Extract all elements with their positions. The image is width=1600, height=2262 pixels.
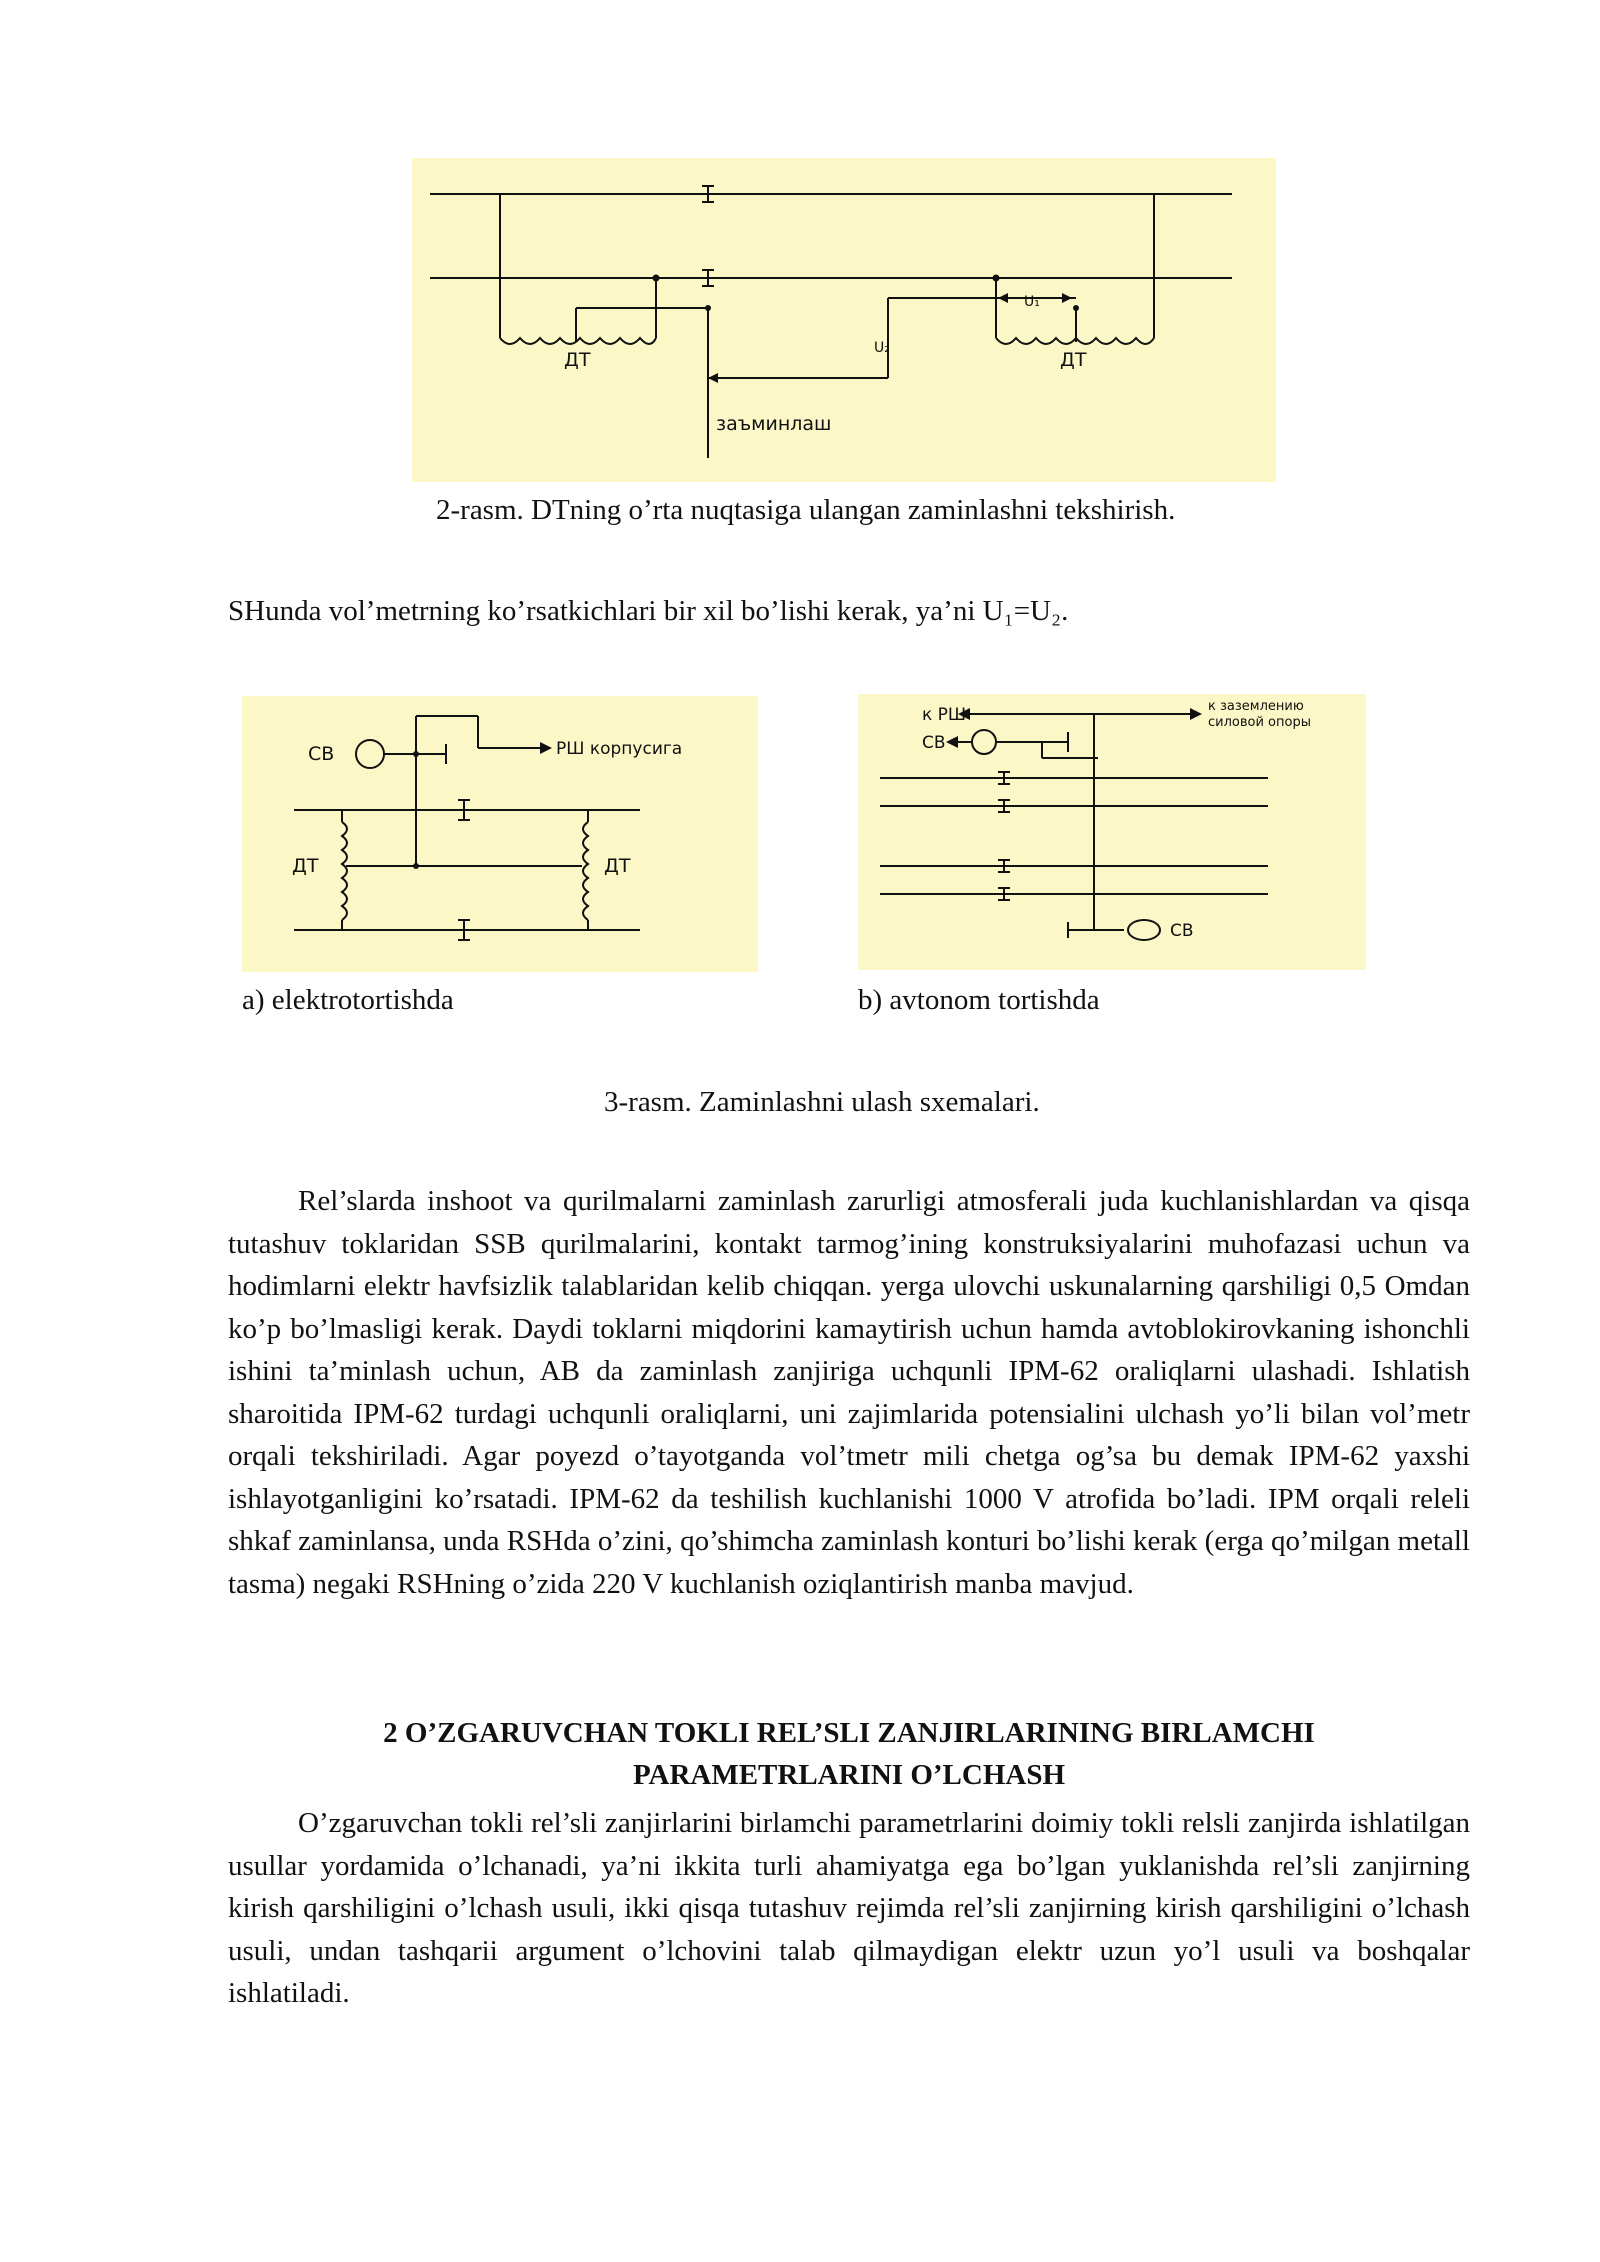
figure-3b-caption: b) avtonom tortishda <box>858 984 1100 1016</box>
fig3b-krsh-label: к РШ <box>922 705 967 725</box>
figure-3a-diagram <box>242 696 758 972</box>
body-paragraph-section: O’zgaruvchan tokli rel’sli zanjirlarini birlamchi parametrlarini doimiy tokli relsli zanjirda ishlatilgan usullar yordamida o’lchanadi, ya’ni ikkita turli ahamiyatga ega bo’lgan yuklanishda rel’sli zanjirning kirish qarshiligini o’lchash usuli, ikki qisqa tutashuv rejimda rel’sli zanjirning kirish qarshiligini o’lchash usuli, undan tashqarii argument o’lchovini talab qilmaydigan elektr uzun yo’l usuli va boshqalar ishlatiladi. <box>228 1807 1470 2009</box>
fig2-u1-label: U₁ <box>1024 294 1040 310</box>
figure-3a-schematic <box>242 696 758 972</box>
fig2-u2-label: U₂ <box>874 340 890 356</box>
figure-3a-caption: a) elektrotortishda <box>242 984 454 1016</box>
fig2-dt-right-label: ДТ <box>1060 349 1087 371</box>
fig3a-dt-left-label: ДТ <box>292 855 319 877</box>
section-heading-line-1: 2 O’ZGARUVCHAN TOKLI REL’SLI ZANJIRLARINING BIRLAMCHI <box>383 1717 1315 1749</box>
section-heading-line-2: PARAMETRLARINI O’LCHASH <box>632 1759 1066 1791</box>
figure-2-diagram <box>412 158 1276 482</box>
fig3a-cb-label: СВ <box>308 743 335 765</box>
fig3a-rsh-label: РШ корпусига <box>556 739 683 759</box>
figure-2-schematic <box>412 158 1276 482</box>
figure-3b-schematic <box>858 694 1366 970</box>
figure-2-caption: 2-rasm. DTning o’rta nuqtasiga ulangan zaminlashni tekshirish. <box>436 494 1176 526</box>
fig3b-cb-top-label: СВ <box>922 733 946 753</box>
fig3b-ground-note-1: к заземлению <box>1208 699 1304 714</box>
section-heading <box>228 1712 1470 1796</box>
body-paragraph-grounding: Rel’slarda inshoot va qurilmalarni zaminlash zarurligi atmosferali juda kuchlanishlardan va qisqa tutashuv toklaridan SSB qurilmalarini, kontakt tarmog’ining konstruksiyalarini muhofazasi uchun va hodimlarni elektr havfsizlik talablaridan kelib chiqqan. yerga ulovchi uskunalarning qarshiligi 0,5 Omdan ko’p bo’lmasligi kerak. Daydi toklarni miqdorini kamaytirish uchun hamda avtoblokirovkaning ishonchli ishini ta’minlash uchun, AB da zaminlash zanjiriga uchqunli IPM-62 oraliqlarni ulashadi. Ishlatish sharoitida IPM-62 turdagi uchqunli oraliqlarni, uni zajimlarida potensialini ulchash yo’li bilan vol’metr orqali tekshiriladi. Agar poyezd o’tayotganda vol’tmetr mili chetga og’sa bu demak IPM-62 yaxshi ishlayotganligini ko’rsatadi. IPM-62 da teshilish kuchlanishi 1000 V atrofida bo’ladi. IPM orqali releli shkaf zaminlansa, unda RSHda o’zini, qo’shimcha zaminlash konturi bo’lishi kerak (erga qo’milgan metall tasma) negaki RSHning o’zida 220 V kuchlanish oziqlantirish manba mavjud. <box>228 1185 1470 1600</box>
fig2-dt-left-label: ДТ <box>564 349 591 371</box>
fig3a-dt-right-label: ДТ <box>604 855 631 877</box>
figure-3b-diagram <box>858 694 1366 970</box>
fig2-ground-label: заъминлаш <box>716 413 832 435</box>
fig3b-ground-note-2: силовой опоры <box>1208 715 1311 730</box>
equation-line: SHunda vol’metrning ko’rsatkichlari bir xil bo’lishi kerak, ya’ni U₁=U₂. <box>228 595 1069 627</box>
fig3b-cb-bottom-label: СВ <box>1170 921 1194 941</box>
figure-3-caption: 3-rasm. Zaminlashni ulash sxemalari. <box>604 1086 1040 1118</box>
